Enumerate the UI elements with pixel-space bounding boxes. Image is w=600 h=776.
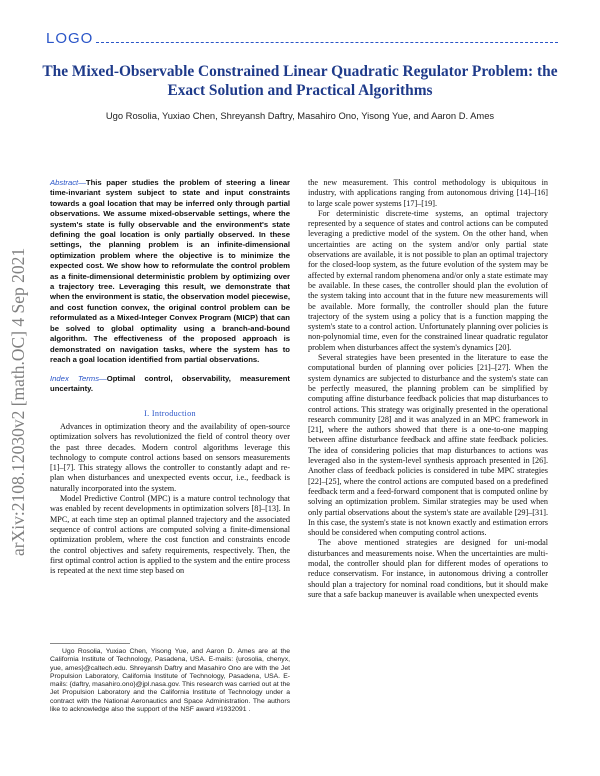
- paper-title: The Mixed-Observable Constrained Linear Quadratic Regulator Problem: the Exact Solution and Practical Algorithms: [42, 63, 558, 99]
- paragraph: For deterministic discrete-time systems, an optimal trajectory represented by a sequence of states and control actions can be computed leveraging a predictive model of the system. On the other hand, when uncertainties are acting on the system and/or only partial state observations are available, it is not possible to plan an optimal trajectory for the closed-loop system, as the future evolution of the system may be affected by external random phenomena and/or only a state estimate may be available. In these cases, the controller should plan the evolution of the system taking into account that in the future new measurements will be available. More formally, the controller should plan the future trajectory of the system using a policy that is a function mapping the system's state to a control action. Unfortunately planning over policies is non-polynomial time, even for the constrained linear quadratic regulator problem when disturbances affect the system's dynamics [20].: [308, 208, 548, 352]
- author-list: Ugo Rosolia, Yuxiao Chen, Shreyansh Daftry, Masahiro Ono, Yisong Yue, and Aaron D. Ames: [105, 110, 495, 121]
- paragraph: Advances in optimization theory and the availability of open-source optimization solvers has revolutionized the field of control theory over the past three decades. Modern control algorithms leverage this technology to compute control actions based on sensors measurements [1]–[7]. This strategy allows the controller to constantly adapt and re-plan when disturbances and unexpected events occur, i.e., feedback is naturally incorporated into the system.: [50, 422, 290, 493]
- section-heading: I. Introduction: [144, 409, 196, 418]
- abstract-text: This paper studies the problem of steering a linear time-invariant system subject to state and input constraints towards a goal location that may be inferred only through partial observations. We assume mixed-observable settings, where the system's state is fully observable and the environment's state defining the goal location is only partially observed. In these settings, the planning problem is an infinite-dimensional optimization problem where the objective is to minimize the expected cost. We show how to reformulate the control problem as a finite-dimensional deterministic problem by optimizing over a trajectory tree. Leveraging this result, we demonstrate that when the environment is static, the observation model piecewise, and cost function convex, the original control problem can be reformulated as a Mixed-Integer Convex Program (MICP) that can be solved to global optimality using a branch-and-bound algorithm. The effectiveness of the proposed approach is demonstrated on navigation tasks, where the system has to reach a goal location identified from partial observations.: [50, 178, 290, 364]
- index-terms-label: Index Terms—: [50, 374, 107, 383]
- paragraph: Model Predictive Control (MPC) is a mature control technology that was enabled by recent developments in optimization solvers [8]–[13]. In MPC, at each time step an optimal planned trajectory and the associated sequence of control actions are computed solving a finite-dimensional optimization problem, where the cost function and constraints encode the control objectives and safety requirements, respectively. Then, the first optimal control action is applied to the system and the entire process is repeated at the next time step based on: [50, 494, 290, 576]
- paragraph: The above mentioned strategies are designed for uni-modal disturbances and measurements noise. When the uncertainties are multi-modal, the controller should plan for different modes of operations to reduce conservatism. For instance, in autonomous driving a controller should plan a trajectory for nominal road conditions, but it should make sure that a safe backup maneuver is available when unexpected events: [308, 538, 548, 599]
- index-terms: [50, 374, 290, 395]
- arxiv-stamp: arXiv:2108.12030v2 [math.OC] 4 Sep 2021: [8, 247, 28, 556]
- left-column-body: [50, 422, 290, 576]
- abstract: [50, 178, 290, 365]
- index-terms-text: Optimal control, observability, measurement uncertainty.: [50, 374, 290, 394]
- paragraph: the new measurement. This control methodology is ubiquitous in industry, with applications ranging from autonomous driving [14]–[16] to large scale power systems [17]–[19].: [308, 178, 548, 208]
- abstract-label: Abstract—: [50, 178, 86, 187]
- paragraph: Several strategies have been presented in the literature to ease the computational burden of planning over policies [21]–[27]. When the system dynamics are subjected to disturbance and the system's state can be perfectly measured, the planning problem can be simplified by computing affine disturbance feedback policies that map disturbances to control actions. This strategy was originally presented in the operational research community [28] and it was analyzed in an MPC framework in [21], where the authors showed that there is a one-to-one mapping between affine disturbance feedback and affine state feedback policies. The idea of considering policies that map disturbances to actions was leveraged also in the system-level synthesis approach presented in [26]. Another class of feedback policies is considered in tube MPC strategies [22]–[25], where the control actions are computed based on a predefined feedback term and a feed-forward component that is computed online by solving an optimization problem. Similar strategies may be used when only partial observations about the system's state are available [29]–[31]. In this case, the system's state is not known exactly and estimation errors should be considered when computing control actions.: [308, 353, 548, 538]
- right-column-body: [308, 178, 548, 600]
- header-bar: [46, 30, 558, 50]
- footnote: Ugo Rosolia, Yuxiao Chen, Yisong Yue, and Aaron D. Ames are at the California Institute of Technology, Pasadena, USA. E-mails: {urosolia, chenyx, yue, ames}@caltech.edu. Shreyansh Daftry and Masahiro Ono are with the Jet Propulsion Laboratory, California Institute of Technology, Pasadena, USA. E-mails: {daftry, masahiro.ono}@jpl.nasa.gov. This research was carried out at the Jet Propulsion Laboratory and the California Institute of Technology under a contract with the National Aeronautics and Space Administration. The authors like to acknowledge also the support of the NSF award #1932091 .: [50, 648, 290, 714]
- journal-logo: LOGO: [46, 30, 94, 47]
- footnote-rule: [50, 643, 130, 644]
- header-rule: [96, 42, 558, 43]
